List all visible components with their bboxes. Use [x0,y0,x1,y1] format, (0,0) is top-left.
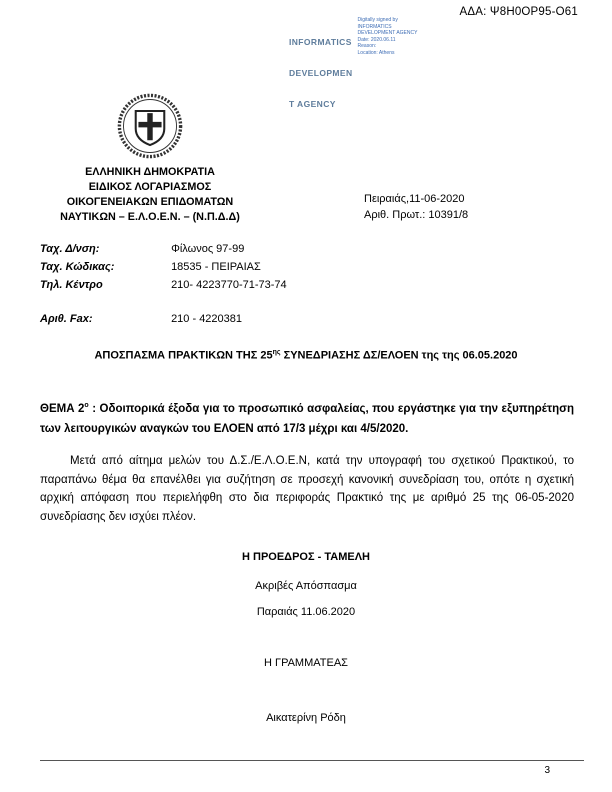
greek-national-emblem-icon [116,92,184,160]
protocol-number-line: Αριθ. Πρωτ.: 10391/8 [364,208,469,221]
org-line: ΕΙΔΙΚΟΣ ΛΟΓΑΡΙΑΣΜΟΣ [88,181,212,194]
stamp-agency-line: INFORMATICS [289,37,352,48]
contact-row-phone [40,279,287,291]
contact-label: Τηλ. Κέντρο [40,279,103,291]
footer-divider [40,760,584,761]
signature-place-date-line: Παραιάς 11.06.2020 [256,606,356,618]
stamp-detail-line: INFORMATICS [357,23,392,30]
minutes-extract-title [30,349,582,362]
place-date-line: Πειραιάς,11-06-2020 [364,193,465,205]
contact-value: 210 - 4220381 [171,313,243,325]
stamp-detail-line: DEVELOPMENT AGENCY [357,30,418,36]
president-signature-line: Η ΠΡΟΕΔΡΟΣ - ΤΑΜΕΛΗ [242,551,370,563]
secretary-title-line: Η ΓΡΑΜΜΑΤΕΑΣ [264,657,348,669]
contact-row-address [40,243,244,255]
topic-paragraph [40,399,574,439]
certified-copy-line: Ακριβές Απόσπασμα [255,580,357,592]
page-number: 3 [544,765,550,776]
stamp-agency-line: DEVELOPMEN [289,67,353,78]
contact-label: Ταχ. Δ/νση: [40,243,100,255]
stamp-agency-line: T AGENCY [289,98,336,109]
stamp-detail-line: Reason: [357,43,377,49]
topic-text: : Οδοιπορικά έξοδα για το προσωπικό ασφαλείας, που εργάστηκε για την εξυπηρέτηση των λειτουργικών αναγκών του ΕΛΟΕΝ από 17/3 μέχρι και 4/5/2020. [40,403,574,436]
title-text: ΣΥΝΕΔΡΙΑΣΗΣ ΔΣ/ΕΛΟΕΝ της της 06.05.2020 [280,349,518,362]
contact-value: Φίλωνος 97-99 [171,243,245,255]
stamp-detail-line: Date: 2020.06.11 [357,36,396,43]
stamp-agency-name [289,17,353,129]
topic-superscript: ο [84,402,89,410]
stamp-signature-details [358,17,418,56]
org-line: ΝΑΥΤΙΚΩΝ – Ε.Λ.Ο.Ε.Ν. – (Ν.Π.Δ.Δ) [60,211,240,224]
contact-label: Ταχ. Κώδικας: [40,261,115,273]
ada-code: ΑΔΑ: Ψ8Η0ΟΡ95-Ο61 [459,6,578,18]
contact-row-fax [40,313,242,325]
org-line: ΟΙΚΟΓΕΝΕΙΑΚΩΝ ΕΠΙΔΟΜΑΤΩΝ [66,196,234,209]
date-protocol-block [364,192,468,224]
contact-label: Αριθ. Fax: [40,313,93,325]
topic-text: ΘΕΜΑ 2 [40,403,85,415]
contact-row-postal-code [40,261,261,273]
body-paragraph: Μετά από αίτημα μελών του Δ.Σ./Ε.Λ.Ο.Ε.Ν, κατά την υπογραφή του σχετικού Πρακτικού, το παραπάνω θέμα θα επανέλθει για συζήτηση σε προσεχή κανονική συνεδρίαση του, οπότε η σχετική αρχική απόφαση που περιελήφθη στο δια περιφοράς Πρακτικό της με αριθμό 25 της 06-05-2020 συνεδρίασης δεν ισχύει πλέον. [40,455,574,523]
secretary-name-line: Αικατερίνη Ρόδη [266,712,346,724]
contact-value: 18535 - ΠΕΙΡΑΙΑΣ [171,261,261,273]
digital-signature-stamp [289,17,417,129]
stamp-detail-line: Location: Athens [357,49,395,56]
title-text: ΑΠΟΣΠΑΣΜΑ ΠΡΑΚΤΙΚΩΝ ΤΗΣ 25 [94,349,273,362]
org-line: ΕΛΛΗΝΙΚΗ ΔΗΜΟΚΡΑΤΙΑ [85,166,215,178]
organization-name-block [38,165,262,225]
contact-value: 210- 4223770-71-73-74 [171,279,287,291]
title-superscript: ης [272,349,281,356]
stamp-detail-line: Digitally signed by [357,17,398,23]
